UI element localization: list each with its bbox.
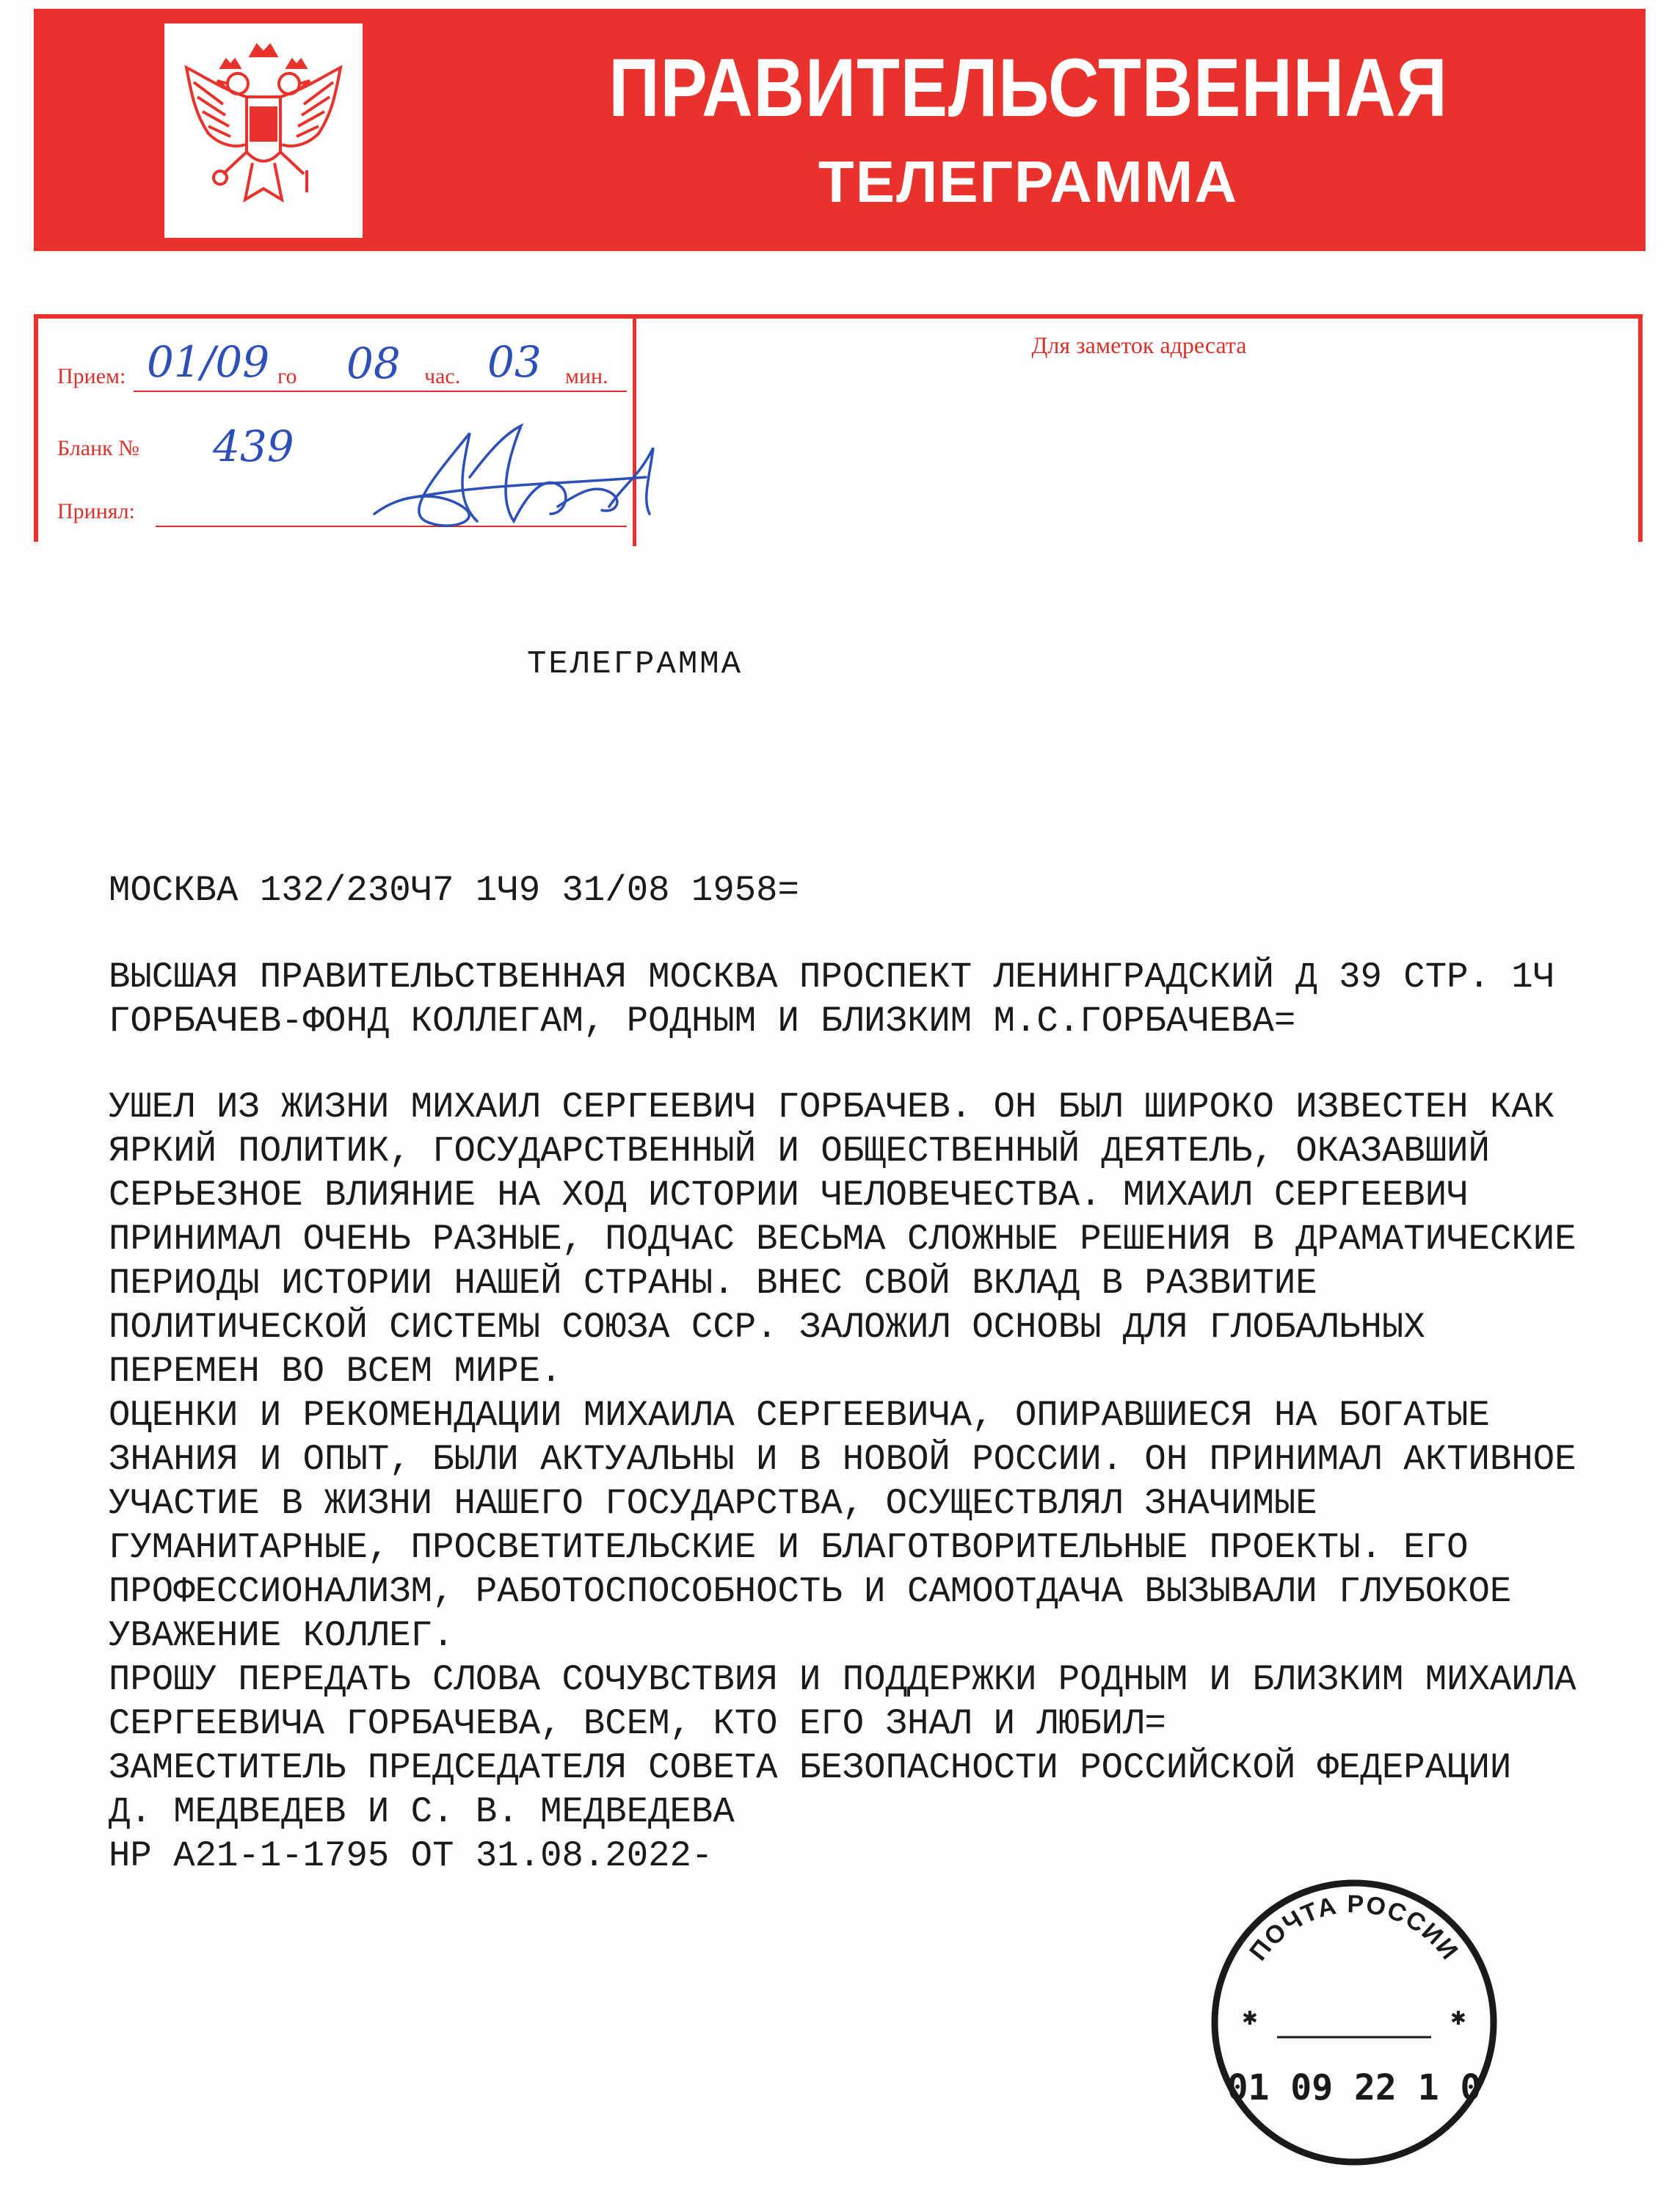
- body-line: ПРОШУ ПЕРЕДАТЬ СЛОВА СОЧУВСТВИЯ И ПОДДЕРЖКИ РОДНЫМ И БЛИЗКИМ МИХАИЛА: [109, 1659, 1577, 1700]
- blank-number-label: Бланк №: [57, 436, 139, 460]
- body-line: ГУМАНИТАРНЫЕ, ПРОСВЕТИТЕЛЬСКИЕ И БЛАГОТВОРИТЕЛЬНЫЕ ПРОЕКТЫ. ЕГО: [109, 1527, 1469, 1568]
- received-label: Прием:: [57, 364, 126, 388]
- accepted-label: Принял:: [57, 499, 135, 523]
- received-minute-handwritten: 03: [487, 337, 542, 387]
- received-line: [134, 391, 627, 392]
- body-line: ЗАМЕСТИТЕЛЬ ПРЕДСЕДАТЕЛЯ СОВЕТА БЕЗОПАСНОСТИ РОССИЙСКОЙ ФЕДЕРАЦИИ: [109, 1747, 1512, 1788]
- minute-label: мин.: [565, 364, 608, 388]
- body-line: ПРИНИМАЛ ОЧЕНЬ РАЗНЫЕ, ПОДЧАС ВЕСЬМА СЛОЖНЫЕ РЕШЕНИЯ В ДРАМАТИЧЕСКИЕ: [109, 1219, 1577, 1260]
- body-line: ЯРКИЙ ПОЛИТИК, ГОСУДАРСТВЕННЫЙ И ОБЩЕСТВЕННЫЙ ДЕЯТЕЛЬ, ОКАЗАВШИЙ: [109, 1131, 1490, 1172]
- header-subtitle: ТЕЛЕГРАММА: [818, 149, 1239, 214]
- body-line: ПЕРИОДЫ ИСТОРИИ НАШЕЙ СТРАНЫ. ВНЕС СВОЙ ВКЛАД В РАЗВИТИЕ: [109, 1263, 1317, 1304]
- telegram-heading: ТЕЛЕГРАММА: [527, 646, 743, 683]
- telegram-origin-line: МОСКВА 132/230Ч7 1Ч9 31/08 1958=: [109, 870, 799, 911]
- body-line: СЕРЬЕЗНОЕ ВЛИЯНИЕ НА ХОД ИСТОРИИ ЧЕЛОВЕЧЕСТВА. МИХАИЛ СЕРГЕЕВИЧ: [109, 1175, 1469, 1216]
- notes-label: Для заметок адресата: [1031, 332, 1247, 358]
- body-line: ПРОФЕССИОНАЛИЗМ, РАБОТОСПОСОБНОСТЬ И САМООТДАЧА ВЫЗЫВАЛИ ГЛУБОКОЕ: [109, 1571, 1512, 1612]
- double-headed-eagle-icon: [164, 23, 363, 238]
- svg-text:ПОЧТА РОССИИ: [1244, 1890, 1464, 1966]
- blank-number-handwritten: 439: [213, 421, 294, 471]
- body-line: СЕРГЕЕВИЧА ГОРБАЧЕВА, ВСЕМ, КТО ЕГО ЗНАЛ И ЛЮБИЛ=: [109, 1703, 1166, 1744]
- address-line: ВЫСШАЯ ПРАВИТЕЛЬСТВЕННАЯ МОСКВА ПРОСПЕКТ ЛЕНИНГРАДСКИЙ Д 39 СТР. 1Ч: [109, 957, 1555, 998]
- stamp-date: 01 09 22 1 0: [1226, 2067, 1482, 2108]
- receiver-signature: [360, 404, 668, 543]
- body-line: УВАЖЕНИЕ КОЛЛЕГ.: [109, 1615, 454, 1656]
- star-icon: ✱: [1242, 2008, 1258, 2030]
- body-line: ОЦЕНКИ И РЕКОМЕНДАЦИИ МИХАИЛА СЕРГЕЕВИЧА, ОПИРАВШИЕСЯ НА БОГАТЫЕ: [109, 1395, 1490, 1436]
- reception-form: [34, 314, 1643, 542]
- day-suffix-label: го: [277, 364, 297, 388]
- body-line: ПЕРЕМЕН ВО ВСЕМ МИРЕ.: [109, 1351, 562, 1392]
- star-icon: ✱: [1450, 2008, 1466, 2030]
- body-line: ЗНАНИЯ И ОПЫТ, БЫЛИ АКТУАЛЬНЫ И В НОВОЙ РОССИИ. ОН ПРИНИМАЛ АКТИВНОЕ: [109, 1439, 1577, 1480]
- body-line: УШЕЛ ИЗ ЖИЗНИ МИХАИЛ СЕРГЕЕВИЧ ГОРБАЧЕВ. ОН БЫЛ ШИРОКО ИЗВЕСТЕН КАК: [109, 1086, 1555, 1128]
- body-line: УЧАСТИЕ В ЖИЗНИ НАШЕГО ГОСУДАРСТВА, ОСУЩЕСТВЛЯЛ ЗНАЧИМЫЕ: [109, 1483, 1317, 1524]
- body-line: ПОЛИТИЧЕСКОЙ СИСТЕМЫ СОЮЗА ССР. ЗАЛОЖИЛ ОСНОВЫ ДЛЯ ГЛОБАЛЬНЫХ: [109, 1307, 1425, 1348]
- stamp-org: ПОЧТА РОССИИ: [1244, 1890, 1464, 1966]
- telegram-header: [34, 9, 1646, 251]
- post-stamp: [1182, 1850, 1527, 2195]
- received-hour-handwritten: 08: [346, 338, 401, 388]
- received-date-handwritten: 01/09: [147, 337, 270, 387]
- header-title: ПРАВИТЕЛЬСТВЕННАЯ: [608, 42, 1448, 134]
- body-line: Д. МЕДВЕДЕВ И С. В. МЕДВЕДЕВА: [109, 1791, 735, 1832]
- address-line: ГОРБАЧЕВ-ФОНД КОЛЛЕГАМ, РОДНЫМ И БЛИЗКИМ М.С.ГОРБАЧЕВА=: [109, 1001, 1296, 1042]
- hour-label: час.: [424, 364, 461, 388]
- body-line: НР А21-1-1795 ОТ 31.08.2022-: [109, 1835, 713, 1876]
